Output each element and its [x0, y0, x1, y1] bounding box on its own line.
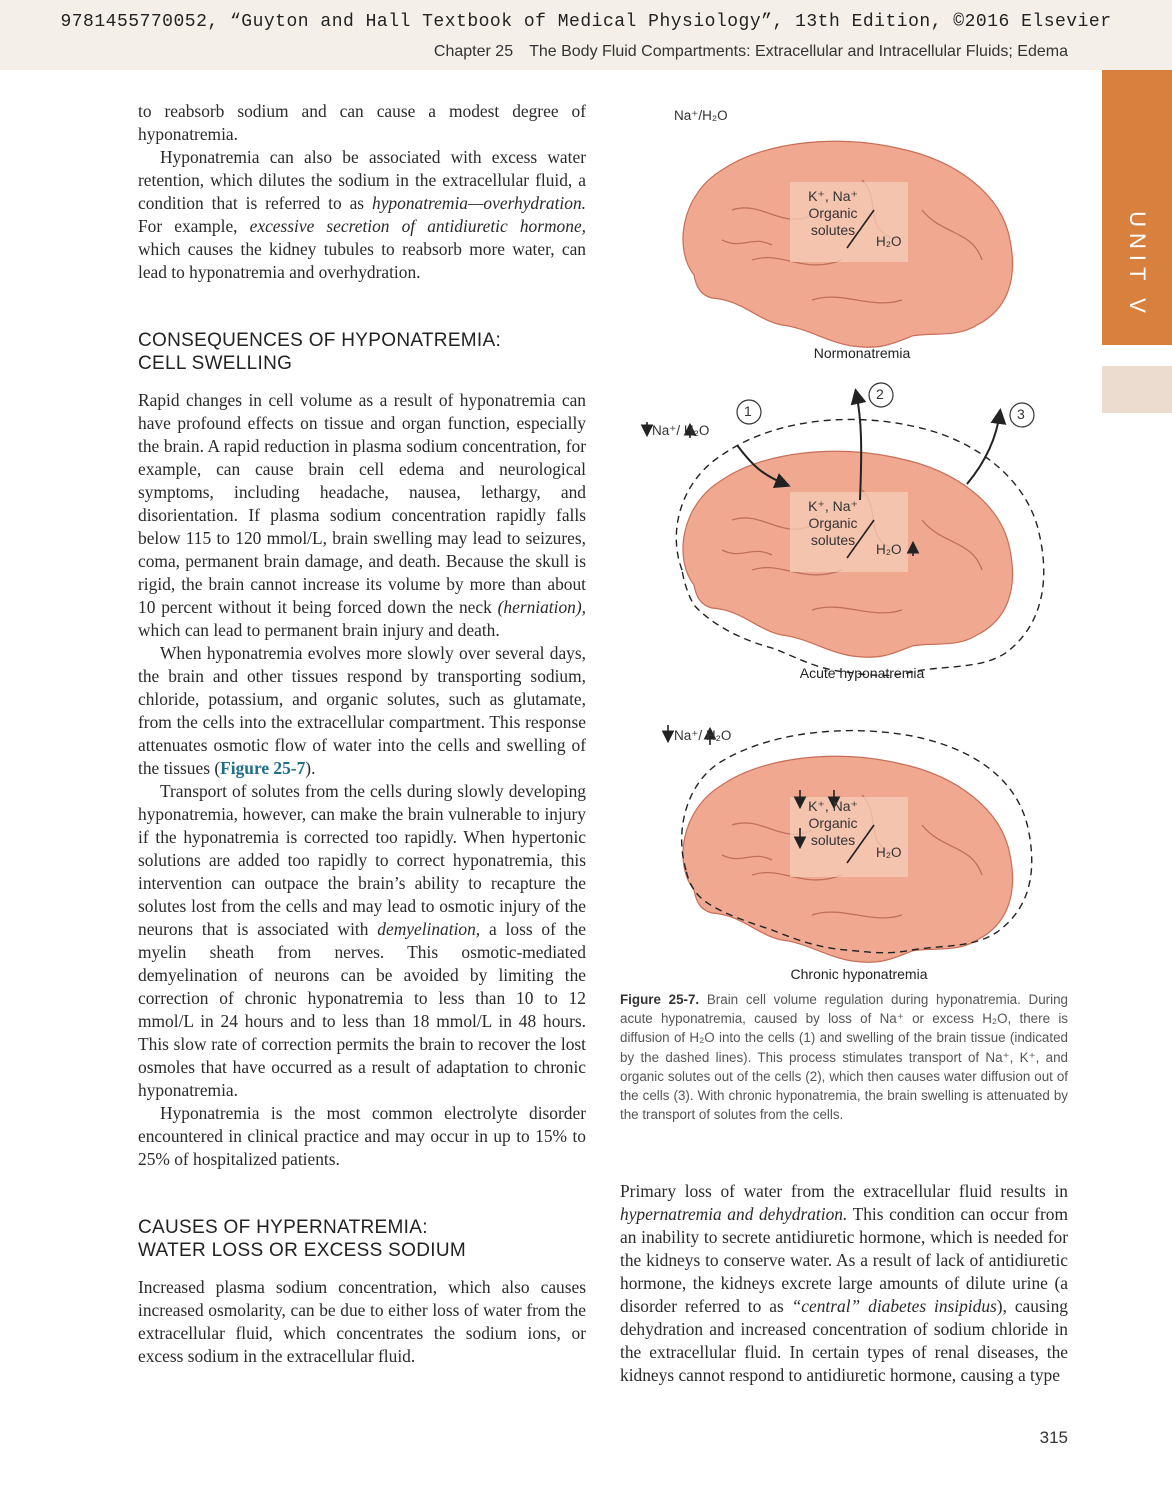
unit-tab-secondary — [1102, 366, 1172, 413]
panel2-step-3: 3 — [1017, 406, 1025, 422]
caption-lead: Figure 25-7. — [620, 992, 700, 1007]
figure-25-7 — [612, 100, 1082, 985]
panel2-step-1: 1 — [744, 403, 752, 419]
section-heading: CONSEQUENCES OF HYPONATREMIA: CELL SWELLING — [138, 330, 502, 374]
chapter-running-head — [434, 43, 1068, 61]
section-heading: CAUSES OF HYPERNATREMIA: WATER LOSS OR EXCESS SODIUM — [138, 1217, 466, 1261]
panel3-title: Chronic hyponatremia — [790, 966, 928, 982]
figure-caption — [620, 990, 1068, 1124]
paragraph: Primary loss of water from the extracellular fluid results in hypernatremia and dehydration. This condition can occur from an inability to secrete antidiuretic hormone, which is needed for the kidneys to conserve water. As a result of lack of antidiuretic hormone, the kidneys excrete large amounts of dilute urine (a disorder referred to as “central” diabetes insipidus), causing dehydration and increased concentration of sodium chloride in the extracellular fluid. In certain types of renal diseases, the kidneys cannot respond to antidiuretic hormone, causing a type — [620, 1181, 1068, 1385]
panel2-top-label: Na⁺/ H₂O — [652, 423, 710, 438]
paragraph: Hyponatremia is the most common electrolyte disorder encountered in clinical practice and may occur in up to 15% to 25% of hospitalized patients. — [138, 1103, 586, 1169]
panel3-water-label: H₂O — [876, 845, 902, 860]
figure-reference-link[interactable]: Figure 25-7 — [220, 758, 306, 778]
panel2-step-2: 2 — [876, 386, 884, 402]
unit-tab-label-wrap — [1103, 180, 1171, 350]
unit-tab-label: UNIT V — [1125, 211, 1150, 319]
paragraph: Rapid changes in cell volume as a result of hyponatremia can have profound effects on tissue and organ function, especially the brain. A rapid reduction in plasma sodium concentration, for example, can cause brain cell edema and neurological symptoms, including headache, nausea, lethargy, and disorientation. If plasma sodium concentration rapidly falls below 115 to 120 mmol/L, brain swelling may lead to seizures, coma, permanent brain damage, and death. Because the skull is rigid, the brain cannot increase its volume by more than about 10 percent without it being forced down the neck (herniation), which can lead to permanent brain injury and death. — [138, 390, 586, 640]
citation-line: 9781455770052, “Guyton and Hall Textbook of Medical Physiology”, 13th Edition, ©2016 Elsevier — [60, 12, 1112, 32]
paragraph: When hyponatremia evolves more slowly over several days, the brain and other tissues respond by transporting sodium, chloride, potassium, and organic solutes, such as glutamate, from the cells into the extracellular compartment. This response attenuates osmotic flow of water into the cells and swelling of the tissues (Figure 25-7). — [138, 643, 586, 778]
paragraph: Increased plasma sodium concentration, which also causes increased osmolarity, can be due to either loss of water from the extracellular fluid, which concentrates the sodium ions, or excess sodium in the extracellular fluid. — [138, 1277, 586, 1366]
paragraph: to reabsorb sodium and can cause a modest degree of hyponatremia. — [138, 101, 586, 144]
left-column — [138, 100, 586, 1368]
panel2-title: Acute hyponatremia — [799, 665, 925, 681]
panel2-inner-label: K⁺, Na⁺ Organic solutes — [808, 498, 858, 548]
page-number: 315 — [1039, 1428, 1068, 1447]
chapter-title: The Body Fluid Compartments: Extracellular and Intracellular Fluids; Edema — [529, 43, 1068, 60]
panel3-inner-label: K⁺, Na⁺ Organic solutes — [808, 798, 858, 848]
paragraph: Transport of solutes from the cells during slowly developing hyponatremia, however, can make the brain vulnerable to injury if the hyponatremia is corrected too rapidly. When hypertonic solutions are added too rapidly to correct hyponatremia, this intervention can outpace the brain’s ability to recapture the solutes lost from the cells and may lead to osmotic injury of the neurons that is associated with demyelination, a loss of the myelin sheath from nerves. This osmotic-mediated demyelination of neurons can be avoided by limiting the correction of chronic hyponatremia to less than 10 to 12 mmol/L in 24 hours and to less than 18 mmol/L in 48 hours. This slow rate of correction permits the brain to recover the lost osmoles that have occurred as a result of adaptation to chronic hyponatremia. — [138, 781, 586, 1100]
panel3-top-label: Na⁺/ H₂O — [674, 728, 732, 743]
caption-text: Brain cell volume regulation during hyponatremia. During acute hyponatremia, caused by loss of Na⁺ or excess H₂O, there is diffusion of H₂O into the cells (1) and swelling of the brain tissue (indicated by the dashed lines). This process stimulates transport of Na⁺, K⁺, and organic solutes out of the cells (2), which then causes water diffusion out of the cells (3). With chronic hyponatremia, the brain swelling is attenuated by the transport of solutes from the cells. — [620, 992, 1068, 1123]
right-column — [620, 1180, 1068, 1387]
brain-normonatremia — [683, 141, 1013, 347]
paragraph: Hyponatremia can also be associated with excess water retention, which dilutes the sodium in the extracellular fluid, a condition that is referred to as hyponatremia—overhydration. For example, excessive secretion of antidiuretic hormone, which causes the kidney tubules to reabsorb more water, can lead to hyponatremia and overhydration. — [138, 147, 587, 282]
panel2-water-label: H₂O — [876, 542, 902, 557]
chapter-number: Chapter 25 — [433, 43, 514, 60]
panel1-water-label: H₂O — [876, 234, 902, 249]
panel1-top-label: Na⁺/H₂O — [674, 108, 728, 123]
panel1-title: Normonatremia — [813, 345, 911, 361]
panel1-inner-label: K⁺, Na⁺ Organic solutes — [808, 188, 858, 238]
